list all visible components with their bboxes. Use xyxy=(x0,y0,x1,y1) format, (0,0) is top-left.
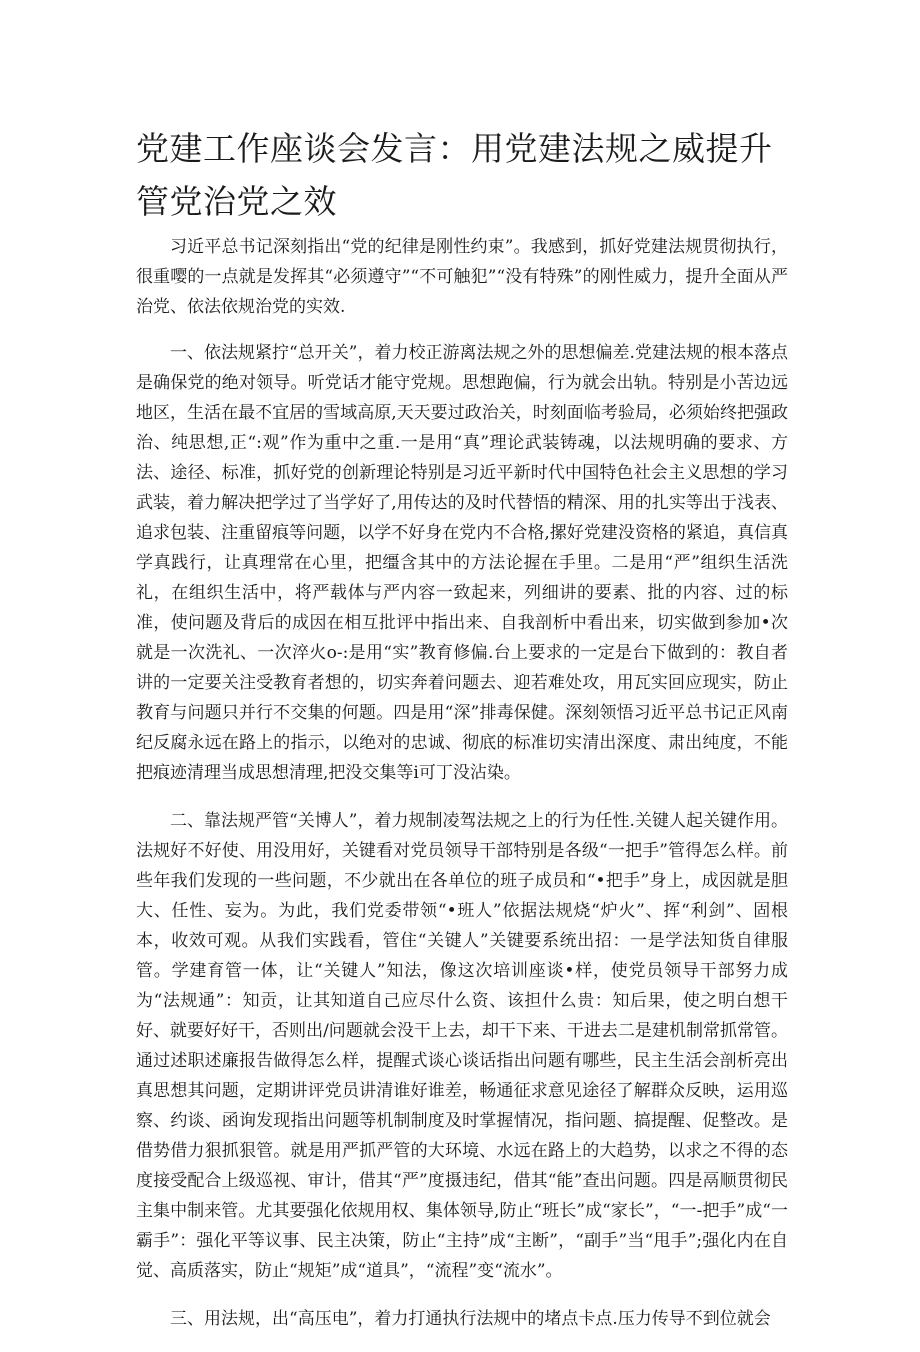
paragraph-section-3: 三、用法规，出“高压电”，着力打通执行法规中的堵点卡点.压力传导不到位就会 xyxy=(170,1309,771,1329)
document-body xyxy=(136,232,788,1352)
paragraph-section-1: 一、依法规紧拧“总开关”，着力校正游离法规之外的思想偏差.党建法规的根本落点是确保党的绝对领导。听党话才能守党规。思想跑偏，行为就会出轨。特别是小苦边远地区，生活在最不宜居的雪域高原,天天要过政治关，时刻面临考验局，必须始终把强政治、纯思想,正“:观”作为重中之重.一是用“真”理论武装铸魂，以法规明确的要求、方法、途径、标准，抓好党的创新理论特别是习近平新时代中国特色社会主义思想的学习武装，着力解决把学过了当学好了,用传达的及时代替悟的精深、用的扎实等出于浅表、追求包装、注重留痕等问题，以学不好身在党内不合格,摞好党建没资格的紧追，真信真学真践行，让真理常在心里，把缰含其中的方法论握在手里。二是用“严”组织生活洗礼，在组织生活中，将严载体与严内容一致起来，列细讲的要素、批的内容、过的标准，使问题及背后的成因在相互批评中指出来、自我剖析中看出来，切实做到参加•次就是一次洗礼、一次淬火o-:是用“实”教育修偏.台上要求的一定是台下做到的：教自者讲的一定要关注受教育者想的，切实奔着问题去、迎若难处攻，用瓦实回应现实，防止教育与问题只并行不交集的何题。四是用“深”排毒保健。深刻领悟习近平总书记正风南纪反腐永远在路上的指示，以绝对的忠诚、彻底的标准切实清出深度、肃出纯度，不能把痕迹清理当成思想清理,把没交集等i可丁没沾染。 xyxy=(136,343,788,783)
paragraph-intro: 习近平总书记深刻指出“党的纪律是刚性约束”。我感到，抓好党建法规贯彻执行，很重嘤的一点就是发挥其“必须遵守”“不可触犯”“没有特殊”的刚性威力，提升全面从严治党、依法依规治党的实效. xyxy=(136,237,788,317)
paragraph-section-2: 二、靠法规严管“关博人”，着力规制凌驾法规之上的行为任性.关键人起关键作用。法规好不好使、用没用好，关键看对党员领导干部特别是各级“一把手”管得怎么样。前些年我们发现的一些问题，不少就出在各单位的班子成员和“•把手”身上，成因就是胆大、任性、妄为。为此，我们党委带领“•班人”依据法规烧“炉火”、挥“利剑”、固根本，收效可观。从我们实践看，管住“关键人”关键要系统出招：一是学法知货自律服管。学建育管一体，让“关键人”知法，像这次培训座谈•样，使党员领导干部努力成为“法规通”：知贡，让其知道自己应尽什么资、该担什么贵：知后果，使之明白想干好、就要好好干，否则出/问题就会没干上去，却干下来、干进去二是建机制常抓常管。通过述职述廉报告做得怎么样，提醒式谈心谈话指出问题有哪些，民主生活会剖析亮出真思想其问题，定期讲评党员讲清谁好谁差，畅通征求意见途径了解群众反映，运用巡察、约谈、函询发现指出问题等机制制度及时掌握情况，指问题、搞提醒、促整改。是借势借力狠抓狠管。就是用严抓严管的大环境、水远在路上的大趋势，以求之不得的态度接受配合上级巡视、审计，借其“严”度摄违纪，借其“能”查出问题。四是鬲顺贯彻民主集中制来管。尤其要强化依规用权、集体领导,防止“班长”成“家长”，“一-把手”成“一霸手”：强化平等议事、民主决策，防止“主持”成“主断”，“副手”当“甩手”;强化内在自觉、高质落实，防止“规矩”成“道具”，“流程”变“流水”。 xyxy=(136,811,788,1281)
document-title: 党建工作座谈会发言：用党建法规之威提升管党治党之效 xyxy=(136,129,773,221)
